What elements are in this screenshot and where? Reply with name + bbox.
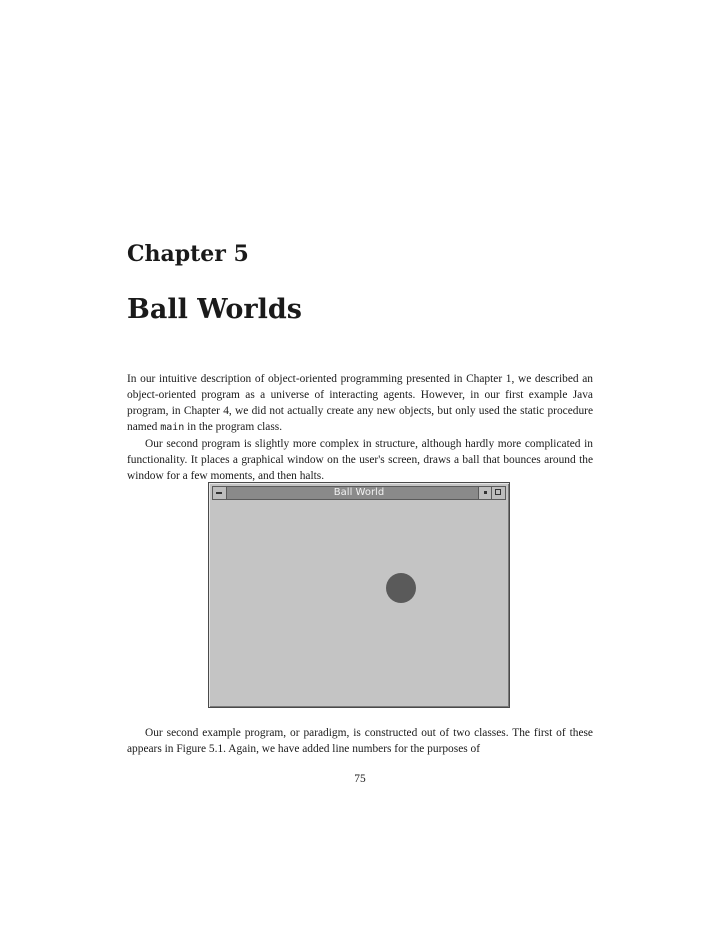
window-minimize-icon[interactable] bbox=[478, 487, 492, 499]
code-main: main bbox=[160, 422, 185, 433]
chapter-title: Ball Worlds bbox=[127, 294, 302, 325]
ball bbox=[386, 573, 416, 603]
window-titlebar bbox=[212, 486, 506, 500]
window-maximize-icon[interactable] bbox=[491, 487, 505, 499]
paragraph-intro-text-before: In our intuitive description of object-oriented programming presented in Chapter 1, we described an object-oriented program as a universe of interacting agents. However, in our first example Java program, in Chapter 4, we did not actually create any new objects, but only used the static procedure named bbox=[127, 373, 593, 433]
window-client-area bbox=[212, 501, 506, 704]
paragraph-second-program: Our second program is slightly more complex in structure, although hardly more complicated in functionality. It places a graphical window on the user's screen, draws a ball that bounces around the window for a few moments, and then halts. bbox=[127, 438, 593, 482]
ball-world-window bbox=[208, 482, 510, 708]
paragraph-intro bbox=[127, 371, 593, 436]
chapter-label: Chapter 5 bbox=[127, 241, 249, 267]
page-number: 75 bbox=[354, 773, 366, 785]
paragraph-paradigm: Our second example program, or paradigm, is constructed out of two classes. The first of these appears in Figure 5.1. Again, we have added line numbers for the purposes of bbox=[127, 727, 593, 755]
paragraph-intro-text-after: in the program class. bbox=[184, 421, 283, 433]
window-title: Ball World bbox=[333, 487, 385, 498]
